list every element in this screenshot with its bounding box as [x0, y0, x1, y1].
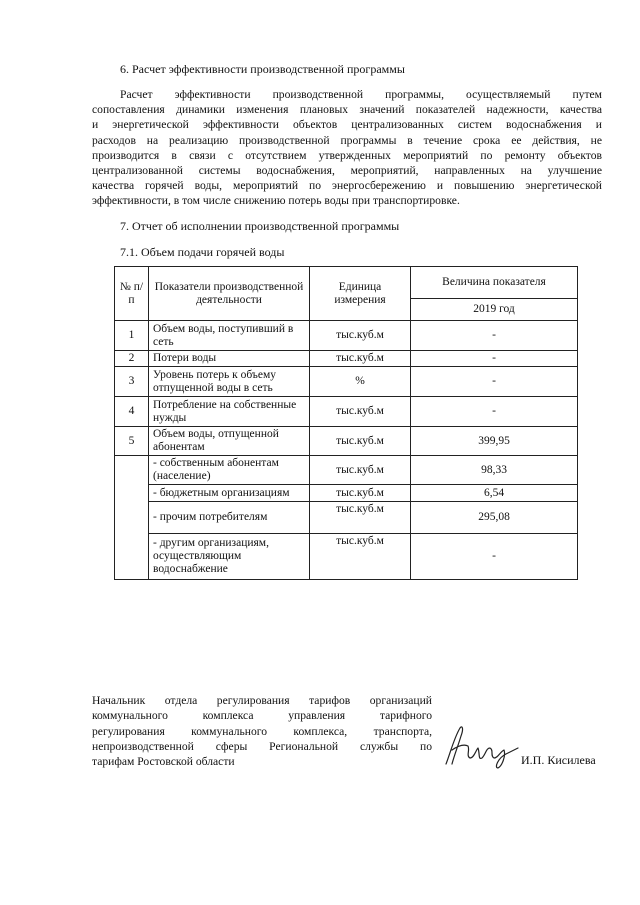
row-num: 5 [115, 427, 149, 456]
row-unit: тыс.куб.м [310, 456, 411, 485]
paragraph-line: эффективности, в том числе снижению потерь воды при транспортировке. [92, 194, 460, 208]
signatory-name: И.П. Кисилева [521, 753, 596, 767]
header-indicator: Показатели производственной деятельности [149, 267, 310, 321]
row-unit: тыс.куб.м [310, 485, 411, 502]
section7-heading: 7. Отчет об исполнении производственной программы [120, 219, 400, 233]
table-row [115, 502, 578, 534]
position-line: коммунального комплекса управления тарифного [92, 709, 432, 723]
position-line: непроизводственной сферы Региональной службы по [92, 739, 432, 753]
row-name: - бюджетным организациям [149, 485, 310, 502]
row-unit: тыс.куб.м [310, 534, 411, 580]
paragraph-line: Расчет эффективности производственной программы, осуществляемый путем [120, 88, 602, 101]
row-value: - [411, 321, 578, 351]
paragraph-line: и энергетической эффективности объектов централизованных систем водоснабжения и [92, 118, 602, 132]
table-row [115, 427, 578, 456]
table-row [115, 321, 578, 351]
row-value: - [411, 351, 578, 367]
table-row [115, 367, 578, 397]
row-value: - [411, 397, 578, 427]
position-line: Начальник отдела регулирования тарифов организаций [92, 694, 432, 707]
row-num-empty [115, 456, 149, 580]
row-num: 1 [115, 321, 149, 351]
table-row [115, 534, 578, 580]
paragraph-line: расходов на реализацию производственной программы в течение срока ее действия, не [92, 133, 602, 147]
row-name: Объем воды, поступивший в сеть [149, 321, 310, 351]
row-name: - другим организациям, осуществляющим водоснабжение [149, 534, 310, 580]
row-unit: тыс.куб.м [310, 351, 411, 367]
row-value: 295,08 [411, 502, 578, 534]
row-unit: тыс.куб.м [310, 427, 411, 456]
row-num: 2 [115, 351, 149, 367]
section7-1-heading: 7.1. Объем подачи горячей воды [120, 245, 285, 259]
hot-water-table [114, 266, 578, 580]
row-unit: тыс.куб.м [310, 502, 411, 534]
row-unit: % [310, 367, 411, 397]
row-name: Уровень потерь к объему отпущенной воды в сеть [149, 367, 310, 397]
handwritten-signature [440, 720, 520, 770]
row-name: - собственным абонентам (население) [149, 456, 310, 485]
signatory-position [92, 693, 432, 769]
section6-heading: 6. Расчет эффективности производственной программы [120, 62, 405, 76]
row-name: Потребление на собственные нужды [149, 397, 310, 427]
table-header-row [115, 267, 578, 299]
row-value: - [411, 534, 578, 580]
row-value: 6,54 [411, 485, 578, 502]
table-row [115, 351, 578, 367]
row-value: 98,33 [411, 456, 578, 485]
paragraph-line: централизованной системы водоснабжения, мероприятий, направленных на улучшение [92, 163, 602, 177]
position-line: регулирования коммунального комплекса, транспорта, [92, 724, 432, 738]
position-line: тарифам Ростовской области [92, 755, 235, 769]
paragraph-line: качества горячей воды, мероприятий по энергосбережению и повышению энергетической [92, 179, 602, 193]
section6-paragraph [92, 87, 602, 209]
paragraph-line: сопоставления динамики изменения плановых значений показателей надежности, качества [92, 103, 602, 117]
table-row [115, 397, 578, 427]
row-name: Объем воды, отпущенной абонентам [149, 427, 310, 456]
row-unit: тыс.куб.м [310, 321, 411, 351]
header-unit: Единица измерения [310, 267, 411, 321]
row-name: - прочим потребителям [149, 502, 310, 534]
header-value: Величина показателя [411, 267, 578, 299]
row-value: - [411, 367, 578, 397]
paragraph-line: производится в связи с отсутствием утвержденных мероприятий по ремонту объектов [92, 148, 602, 162]
row-num: 4 [115, 397, 149, 427]
row-unit: тыс.куб.м [310, 397, 411, 427]
table-row [115, 456, 578, 485]
header-num: № п/п [115, 267, 149, 321]
row-value: 399,95 [411, 427, 578, 456]
table-row [115, 485, 578, 502]
row-name: Потери воды [149, 351, 310, 367]
row-num: 3 [115, 367, 149, 397]
header-year: 2019 год [411, 299, 578, 321]
